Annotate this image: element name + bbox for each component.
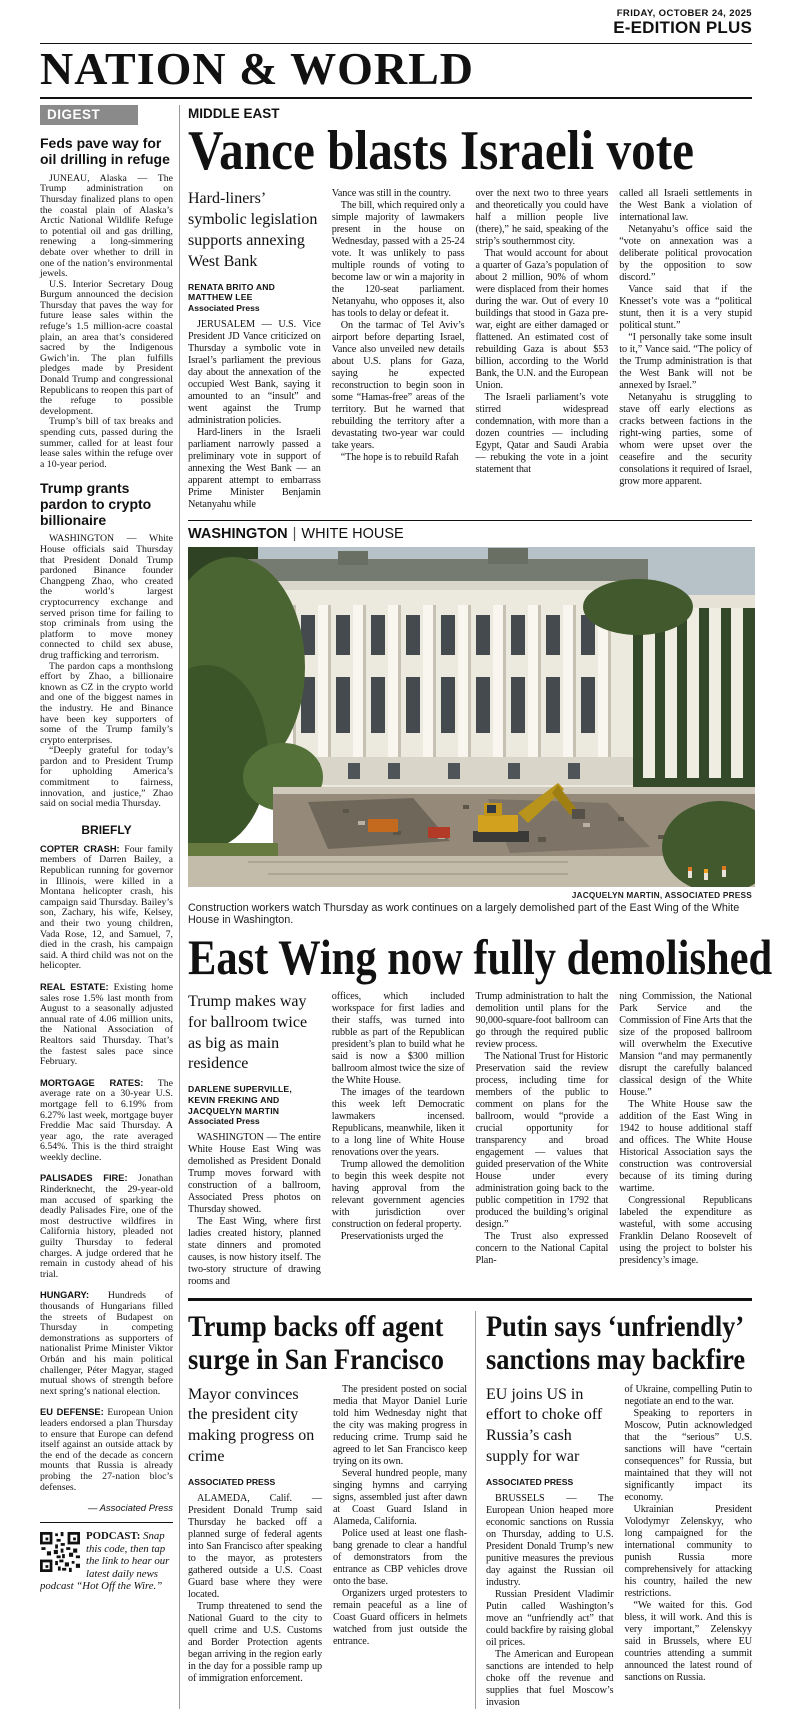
digest-column	[40, 105, 180, 1708]
vance-col3-text	[476, 188, 609, 476]
vance-headline[interactable]	[188, 120, 752, 183]
eastwing-col-1	[188, 991, 321, 1288]
putin-col1-text	[486, 1493, 614, 1709]
paragraph: ning Commission, the National Park Service and the Commission of Fine Arts that the size of the proposed ballroom will overwhelm the Executive Mansion “and may permanently disrupt the carefully balanced classical design of the White House.”	[619, 991, 752, 1099]
eastwing-col4-text	[619, 991, 752, 1267]
brief-lead: EU DEFENSE:	[40, 1407, 104, 1418]
vance-headline-text: Vance blasts Israeli vote	[188, 120, 695, 183]
eastwing-col3-text	[476, 991, 609, 1267]
eastwing-story	[188, 991, 752, 1288]
sf-col1-text	[188, 1493, 322, 1685]
brief-text: Existing home sales rose 1.5% last month from August to a seasonally adjusted annual rate of 4.06 million units, the National Association of Realtors said Thursday. That’s the fastest sales pace since February.	[40, 981, 173, 1068]
sf-byline: ASSOCIATED PRESS	[188, 1476, 276, 1487]
paragraph: “Deeply grateful for today’s pardon and to President Trump for upholding America’s commitment to fairness, innovation, and justice,” Zhao said on social media Thursday.	[40, 745, 173, 810]
section-divider	[188, 520, 752, 521]
paragraph: Netanyahu’s office said the “vote on annexation was a deliberate political provocation by the opposition to sow discord.”	[619, 224, 752, 284]
paragraph: Congressional Republicans labeled the expenditure as wasteful, with some accusing Franklin Delano Roosevelt of using the project to bolster his presidency’s image.	[619, 1195, 752, 1267]
paragraph: Several hundred people, many singing hymns and carrying signs, assembled just after dawn at Coast Guard Island in Alameda, California.	[333, 1467, 467, 1527]
digest-credit: — Associated Press	[87, 1503, 173, 1515]
brief-item-real-estate	[40, 982, 173, 1068]
vance-story	[188, 188, 752, 511]
paragraph: WASHINGTON — The entire White House East Wing was demolished as President Donald Trump moves forward with construction of a ballroom, Associated Press photos on Thursday showed.	[188, 1132, 321, 1216]
eastwing-col-4	[619, 991, 752, 1288]
paragraph: BRUSSELS — The European Union heaped more economic sanctions on Russia on Thursday, adding to U.S. President Donald Trump’s new punitive measures the previous day against the Russian oil industry.	[486, 1492, 614, 1588]
podcast-promo	[40, 1522, 173, 1593]
photo-credit: JACQUELYN MARTIN, ASSOCIATED PRESS	[571, 890, 752, 901]
content-shell	[40, 105, 773, 1708]
sf-col-1	[188, 1384, 322, 1685]
whitehouse-demolition-photo[interactable]	[188, 547, 752, 887]
vance-col4-text	[619, 188, 752, 488]
digest-story1-body	[40, 174, 173, 471]
page-date: FRIDAY, OCTOBER 24, 2025	[616, 8, 752, 19]
brief-text: Jonathan Rinderknecht, the 29-year-old man accused of sparking the deadly Palisades Fire, one of the most destructive wildfires in California history, pleaded not guilty Thursday to federal charges. A judge ordered that he remain in custody ahead of his trial.	[40, 1173, 173, 1280]
eastwing-col-3	[476, 991, 609, 1288]
putin-col-2	[625, 1384, 753, 1709]
paragraph: The pardon caps a monthslong effort by Zhao, a billionaire known as CZ in the crypto world and one of the biggest names in the industry. He and Binance have been key supporters of some of the Trump family’s crypto enterprises.	[40, 660, 173, 746]
vance-col2-text	[332, 188, 465, 464]
main-column	[180, 105, 773, 1708]
paragraph: Vance was still in the country.	[331, 188, 451, 200]
vance-col-4	[619, 188, 752, 511]
kicker-pipe: |	[292, 526, 297, 543]
brief-lead: REAL ESTATE:	[40, 981, 109, 992]
paragraph: The East Wing, where first ladies created history, planned state dinners and promoted causes, is now history itself. The two-story structure of drawing rooms and	[188, 1216, 321, 1288]
whitehouse-kicker	[188, 526, 752, 542]
paragraph: Organizers urged protesters to remain peaceful as a line of Coast Guard officers in helmets watched from just outside the entrance.	[333, 1587, 467, 1647]
paragraph: “I personally take some insult to it,” Vance said. “The policy of the Trump administration is that the West Bank will not be annexed by Israel.”	[619, 332, 752, 392]
vance-byline: RENATA BRITO AND MATTHEW LEE	[188, 281, 276, 303]
brief-text: The average rate on a 30-year U.S. mortgage fell to 6.19% from 6.27% last week, mortgage buyer Freddie Mac said Thursday. A year ago, the rate averaged 6.54%. This is the third straight weekly decline.	[40, 1077, 173, 1163]
paragraph: over the next two to three years and theoretically you could have half a million people live (there),” he said, speaking of the strip’s southernmost city.	[475, 188, 609, 248]
eastwing-headline[interactable]	[188, 929, 773, 986]
eastwing-byline: DARLENE SUPERVILLE, KEVIN FREKING AND JACQUELYN MARTIN	[188, 1084, 292, 1116]
photo-caption: Construction workers watch Thursday as work continues on a largely demolished part of the East Wing of the White House in Washington.	[188, 902, 740, 927]
paragraph: Trump administration to halt the demolition until plans for the 90,000-square-foot ballroom can go through the required public review process.	[475, 991, 609, 1051]
paragraph: The president posted on social media that Mayor Daniel Lurie told him Wednesday night that the city was making progress in reducing crime. Trump said he agreed to let San Francisco keep trying on its own.	[333, 1383, 467, 1467]
briefly-header: BRIEFLY	[81, 822, 132, 837]
paragraph: Police used at least one flash-bang grenade to clear a handful of demonstrators from the entrance as CBP vehicles drove onto the base.	[333, 1527, 467, 1587]
putin-byline: ASSOCIATED PRESS	[486, 1476, 574, 1487]
brief-text: Four family members of Darren Bailey, a Republican running for governor in Illinois, were killed in a Montana helicopter crash, his campaign said Thursday. Bailey’s son, Zachary, his wife, Kelsey, and their two young children, Vada Rose, 12, and Samuel, 7, died in the crash, his campaign said. A third child was not on the helicopter.	[40, 843, 174, 972]
paragraph: JUNEAU, Alaska — The Trump administration on Thursday finalized plans to open the coastal plain of Alaska’s Arctic National Wildlife Refuge to potential oil and gas drilling, renewing a long-simmering debate over whether to drill in one of the nation’s environmental jewels.	[40, 172, 173, 280]
paragraph: Netanyahu is struggling to stave off early elections as cracks between factions in the right-wing parties, some of whom were upset over the ceasefire and the security consolations it required of Israel, grow more apparent.	[619, 392, 752, 488]
vance-col-2	[332, 188, 465, 511]
eastwing-col2-text	[332, 991, 465, 1243]
brief-lead: PALISADES FIRE:	[40, 1173, 128, 1184]
paragraph: Speaking to reporters in Moscow, Putin acknowledged that the “serious” U.S. sanctions will have “certain consequences” for Russia, but maintained that they will not significantly impact its economy.	[624, 1407, 752, 1503]
paragraph: “The hope is to rebuild Rafah	[340, 452, 459, 464]
digest-badge: DIGEST	[40, 105, 138, 125]
sf-headline-text: Trump backs off agent surge in San Francisco	[188, 1310, 444, 1376]
putin-headline[interactable]	[486, 1311, 752, 1375]
brief-lead: HUNGARY:	[40, 1290, 90, 1301]
whitehouse-kicker-main: WASHINGTON	[188, 526, 288, 543]
brief-item-hungary	[40, 1290, 173, 1397]
paragraph: ALAMEDA, Calif. — President Donald Trump said Thursday he backed off a planned surge of federal agents into San Francisco after speaking to the mayor, as protesters gathered outside a U.S. Coast Guard base where they were located.	[188, 1492, 322, 1600]
eastwing-col1-text	[188, 1132, 321, 1288]
paragraph: Vance said that if the Knesset’s vote was a “political stunt, then it is a very stupid political stunt.”	[619, 284, 752, 332]
top-bar	[40, 0, 752, 38]
putin-subhead: EU joins US in effort to choke off Russia’s cash supply for war	[486, 1385, 603, 1466]
brief-lead: MORTGAGE RATES:	[40, 1077, 144, 1088]
masthead	[40, 43, 752, 99]
putin-col2-text	[625, 1384, 753, 1684]
brief-text: European Union leaders endorsed a plan Thursday to ensure that Europe can defend itself against an outside attack by the end of the decade as concern mounts that Russia is already probing the 27-nation bloc’s defenses.	[40, 1407, 173, 1493]
masthead-title: NATION & WORLD	[40, 43, 474, 95]
edition-label: E-EDITION PLUS	[613, 18, 752, 38]
paragraph: The National Trust for Historic Preservation said the review process, including time for members of the public to comment on plans for the ballroom, would “provide a crucial opportunity for transparency and broad engagement — values that guided preservation of the White House under every administration going back to the public competition in 1792 that produced the building’s original design.”	[475, 1051, 609, 1231]
digest-story2-headline[interactable]: Trump grants pardon to crypto billionaire	[40, 480, 152, 528]
podcast-lead: PODCAST:	[86, 1530, 141, 1543]
paragraph: Trump’s bill of tax breaks and spending cuts, passed during the summer, called for at least four lease sales within the refuge over a 10-year period.	[40, 416, 173, 470]
vance-col-1	[188, 188, 321, 511]
brief-item-palisades-fire	[40, 1173, 173, 1280]
paragraph: Ukrainian President Volodymyr Zelenskyy, who long campaigned for the international community to punish Russia more comprehensively for attacking his country, hailed the new restrictions.	[624, 1503, 752, 1599]
putin-story	[476, 1311, 752, 1708]
sf-col-2	[333, 1384, 467, 1685]
vance-col-3	[476, 188, 609, 511]
vance-col1-text	[188, 319, 321, 511]
vance-subhead: Hard-liners’ symbolic legislation supports annexing West Bank	[188, 190, 318, 270]
paragraph: of Ukraine, compelling Putin to negotiate an end to the war.	[624, 1383, 752, 1407]
paragraph: The Trust also expressed concern to the National Capital Plan-	[475, 1231, 609, 1267]
paragraph: offices, which included workspace for first ladies and their staffs, was turned into rubble as part of the Republican president’s plan to build what he said is now a $300 million ballroom almost twice the size of the White House.	[331, 991, 465, 1087]
sf-headline[interactable]	[188, 1311, 467, 1375]
paragraph: That would account for about a quarter of Gaza’s population of about 2 million, 90% of whom were displaced from their homes during the war. Out of every 10 buildings that stood in Gaza pre-war, eight are either damaged or flattened. An estimated cost of rebuilding Gaza is about $53 billion, according to the World Bank, the U.N. and the European Union.	[475, 248, 609, 392]
digest-story1-headline[interactable]: Feds pave way for oil drilling in refuge	[40, 135, 170, 168]
sf-story	[188, 1311, 476, 1708]
brief-lead: COPTER CRASH:	[40, 843, 120, 854]
eastwing-headline-text: East Wing now fully demolished	[188, 929, 773, 986]
paragraph: Trump allowed the demolition to begin this week despite not having approval from the relevant government agencies with jurisdiction over construction on federal property.	[331, 1159, 465, 1231]
paragraph: Hard-liners in the Israeli parliament narrowly passed a preliminary vote in support of annexing the West Bank — an apparent attempt to embarrass Prime Minister Benjamin Netanyahu while	[188, 427, 321, 511]
paragraph: The White House saw the addition of the East Wing in 1942 to house additional staff and offices. The White House Historical Association says the construction was controversial because of its timing during wartime.	[619, 1099, 752, 1195]
paragraph: JERUSALEM — U.S. Vice President JD Vance criticized on Thursday a symbolic vote in Israel’s parliament the previous day about the annexation of the occupied West Bank, saying it amounted to an “insult” and went against the Trump administration policies.	[188, 319, 321, 427]
whitehouse-kicker-sub: WHITE HOUSE	[301, 526, 404, 543]
eastwing-col-2	[332, 991, 465, 1288]
brief-item-eu-defense	[40, 1407, 173, 1493]
eastwing-subhead: Trump makes way for ballroom twice as big as main residence	[188, 993, 308, 1073]
putin-headline-text: Putin says ‘unfriendly’ sanctions may backfire	[486, 1310, 746, 1376]
sf-subhead: Mayor convinces the president city making progress on crime	[188, 1385, 315, 1466]
paragraph: The images of the teardown this week left Democratic lawmakers incensed. Republicans, meanwhile, liken it to a long line of White House renovations over the years.	[331, 1087, 465, 1159]
paragraph: On the tarmac of Tel Aviv’s airport before departing Israel, Vance also unveiled new details about U.S. plans for Gaza, saying he expected reconstruction to begin soon in some “Hamas-free” areas of the territory. But he warned that rebuilding the territory after a devastating two-year war could take years.	[331, 320, 465, 452]
paragraph: The bill, which required only a simple majority of lawmakers present in the house on Wednesday, passed with a 25-24 vote. It was unlikely to pass multiple rounds of voting to become law or win a majority in the 120-seat parliament. Netanyahu, who opposes it, also has tools to delay or defeat it.	[331, 200, 465, 320]
vance-byline-org: Associated Press	[188, 303, 260, 314]
paragraph: Preservationists urged the	[340, 1231, 444, 1243]
brief-text: Hundreds of thousands of Hungarians filled the streets of Budapest on Thursday in competing demonstrations as supporters of nationalist Prime Minister Viktor Orbán and his main political challenger, Péter Magyar, staged mutual shows of strength before next spring’s national election.	[40, 1290, 173, 1397]
sf-col2-text	[333, 1384, 467, 1648]
paragraph: The Israeli parliament’s vote stirred widespread condemnation, with more than a dozen countries — including Egypt, Qatar and Saudi Arabia — rebuking the vote in a joint statement that	[475, 392, 609, 476]
podcast-body: Snap this code, then tap the link to hear our latest daily news podcast “Hot Off the Wire.”	[40, 1530, 170, 1593]
digest-story2-body	[40, 534, 173, 809]
eastwing-byline-org: Associated Press	[188, 1116, 260, 1127]
paragraph: “We waited for this. God bless, it will work. And this is very important,” Zelenskyy said in Brussels, where EU countries attending a summit announced the latest round of sanctions on Russia.	[624, 1599, 752, 1683]
paragraph: Trump threatened to send the National Guard to the city to quell crime and U.S. Customs and Border Protection agents began arriving in the region early in the day for a possible ramp up of immigration enforcement.	[188, 1600, 322, 1684]
paragraph: WASHINGTON — White House officials said Thursday that President Donald Trump pardoned Binance founder Changpeng Zhao, who created the world’s largest cryptocurrency exchange and served prison time for failing to stop criminals from using the platform to move money connected to child sex abuse, drug trafficking and terrorism.	[40, 533, 173, 661]
qr-code-icon	[40, 1532, 80, 1572]
brief-item-copter-crash	[40, 844, 173, 972]
paragraph: called all Israeli settlements in the West Bank a violation of international law.	[619, 188, 752, 224]
paragraph: Russian President Vladimir Putin called Washington’s move an “unfriendly act” that could backfire by raising global oil prices.	[486, 1588, 614, 1648]
paragraph: The American and European sanctions are intended to help choke off the revenue and supplies that fuel Moscow’s invasion	[486, 1648, 614, 1708]
brief-item-mortgage-rates	[40, 1078, 173, 1164]
paragraph: U.S. Interior Secretary Doug Burgum announced the decision Thursday that paves the way for future lease sales within the refuge’s 1.5 million-acre coastal plain, an area that’s considered sacred by the Indigenous Gwich’in. The plan fulfills pledges made by President Donald Trump and congressional Republicans to reopen this part of the refuge to possible development.	[40, 278, 173, 417]
vance-kicker: MIDDLE EAST	[188, 106, 280, 122]
putin-col-1	[486, 1384, 614, 1709]
bottom-section	[188, 1298, 752, 1708]
